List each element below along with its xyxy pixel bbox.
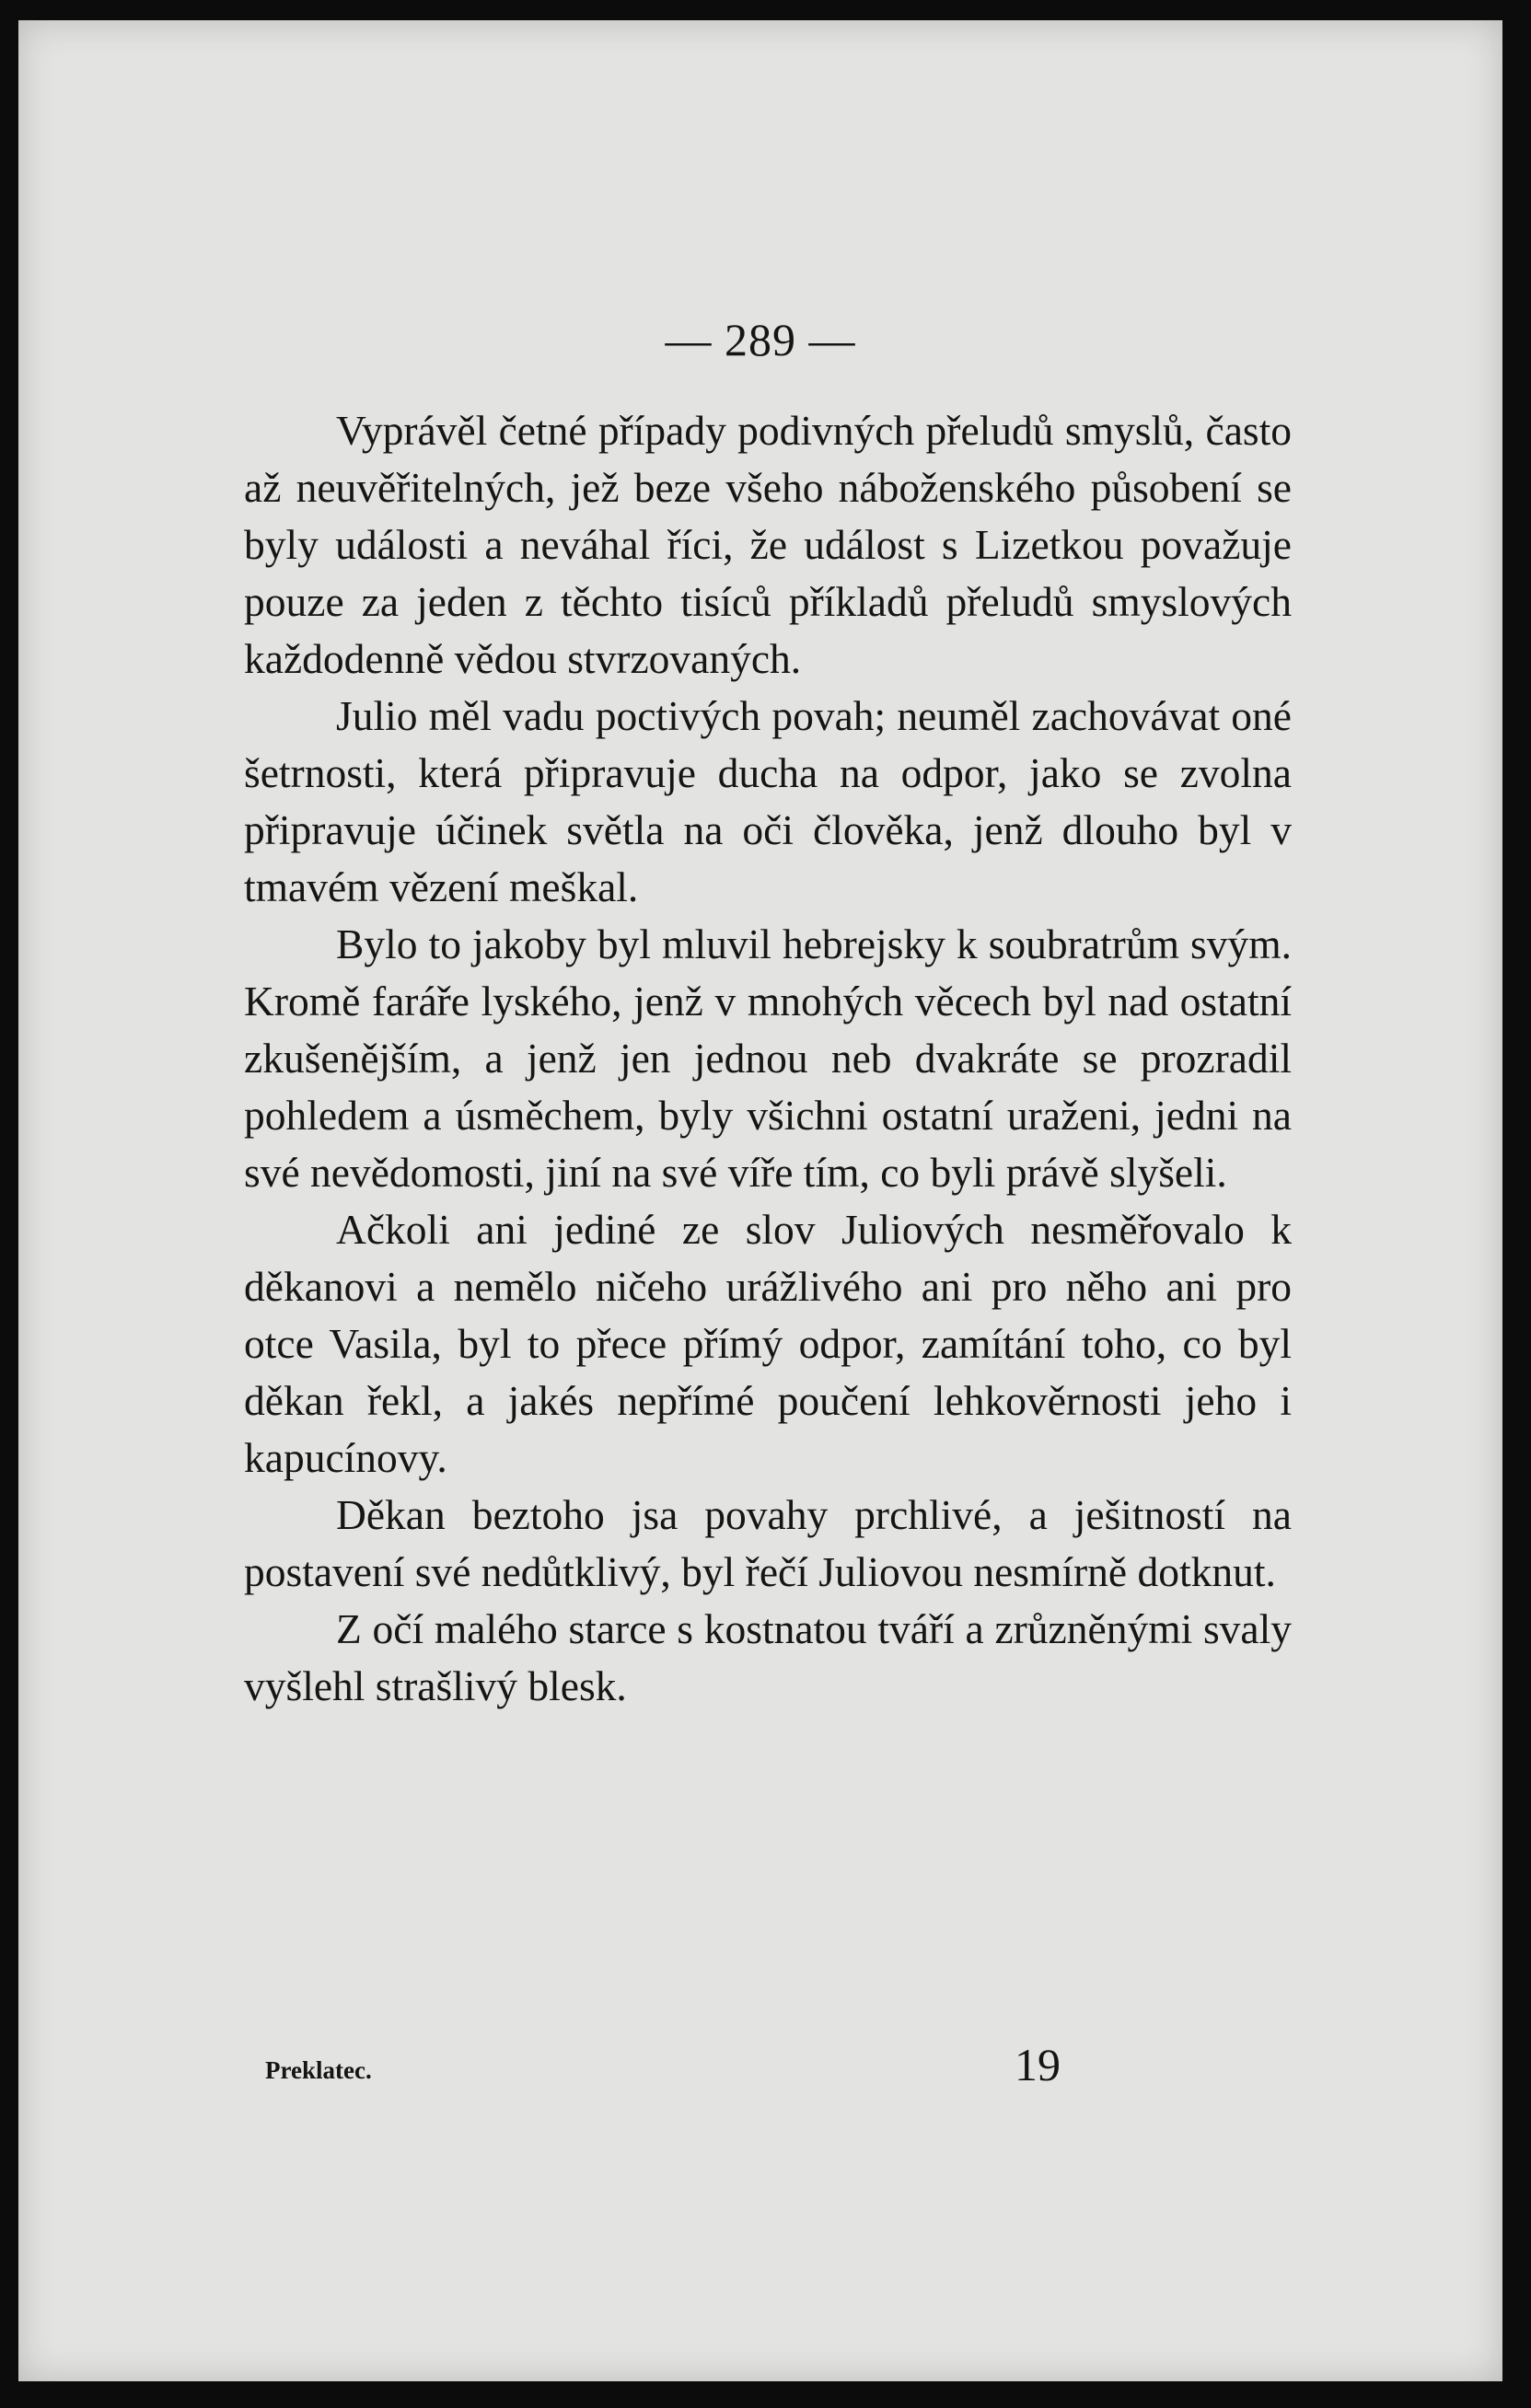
paragraph: Ačkoli ani jediné ze slov Juliových nesměřovalo k děkanovi a nemělo ničeho urážlivého ani pro něho ani pro otce Vasila, byl to přece přímý odpor, zamítání toho, co byl děkan řekl, a jakés nepřímé poučení lehkověrnosti jeho i kapucínovy.: [244, 1206, 1292, 1481]
sheet-number: 19: [1015, 2039, 1061, 2090]
paragraph: Děkan beztoho jsa povahy prchlivé, a ješitností na postavení své nedůtklivý, byl řečí Juliovou nesmírně dotknut.: [244, 1491, 1292, 1595]
book-page: [18, 20, 1502, 2381]
signature-mark: Preklatec.: [265, 2056, 372, 2084]
body-text: [244, 402, 1292, 1715]
paragraph: Julio měl vadu poctivých povah; neuměl zachovávat oné šetrnosti, která připravuje ducha na odpor, jako se zvolna připravuje účinek světla na oči člověka, jenž dlouho byl v tmavém vězení meškal.: [244, 692, 1292, 910]
page-number: — 289 —: [665, 314, 856, 365]
paragraph: Bylo to jakoby byl mluvil hebrejsky k soubratrům svým. Kromě faráře lyského, jenž v mnohých věcech byl nad ostatní zkušenějším, a jenž jen jednou neb dvakráte se prozradil pohledem a úsměchem, byly všichni ostatní uraženi, jedni na své nevědomosti, jiní na své víře tím, co byli právě slyšeli.: [244, 920, 1292, 1196]
paragraph: Vyprávěl četné případy podivných přeludů smyslů, často až neuvěřitelných, jež beze všeho náboženského působení se byly události a neváhal říci, že událost s Lizetkou považuje pouze za jeden z těchto tisíců příkladů přeludů smyslových každodenně vědou stvrzovaných.: [244, 407, 1292, 682]
paragraph: Z očí malého starce s kostnatou tváří a zrůzněnými svaly vyšlehl strašlivý blesk.: [244, 1605, 1292, 1709]
